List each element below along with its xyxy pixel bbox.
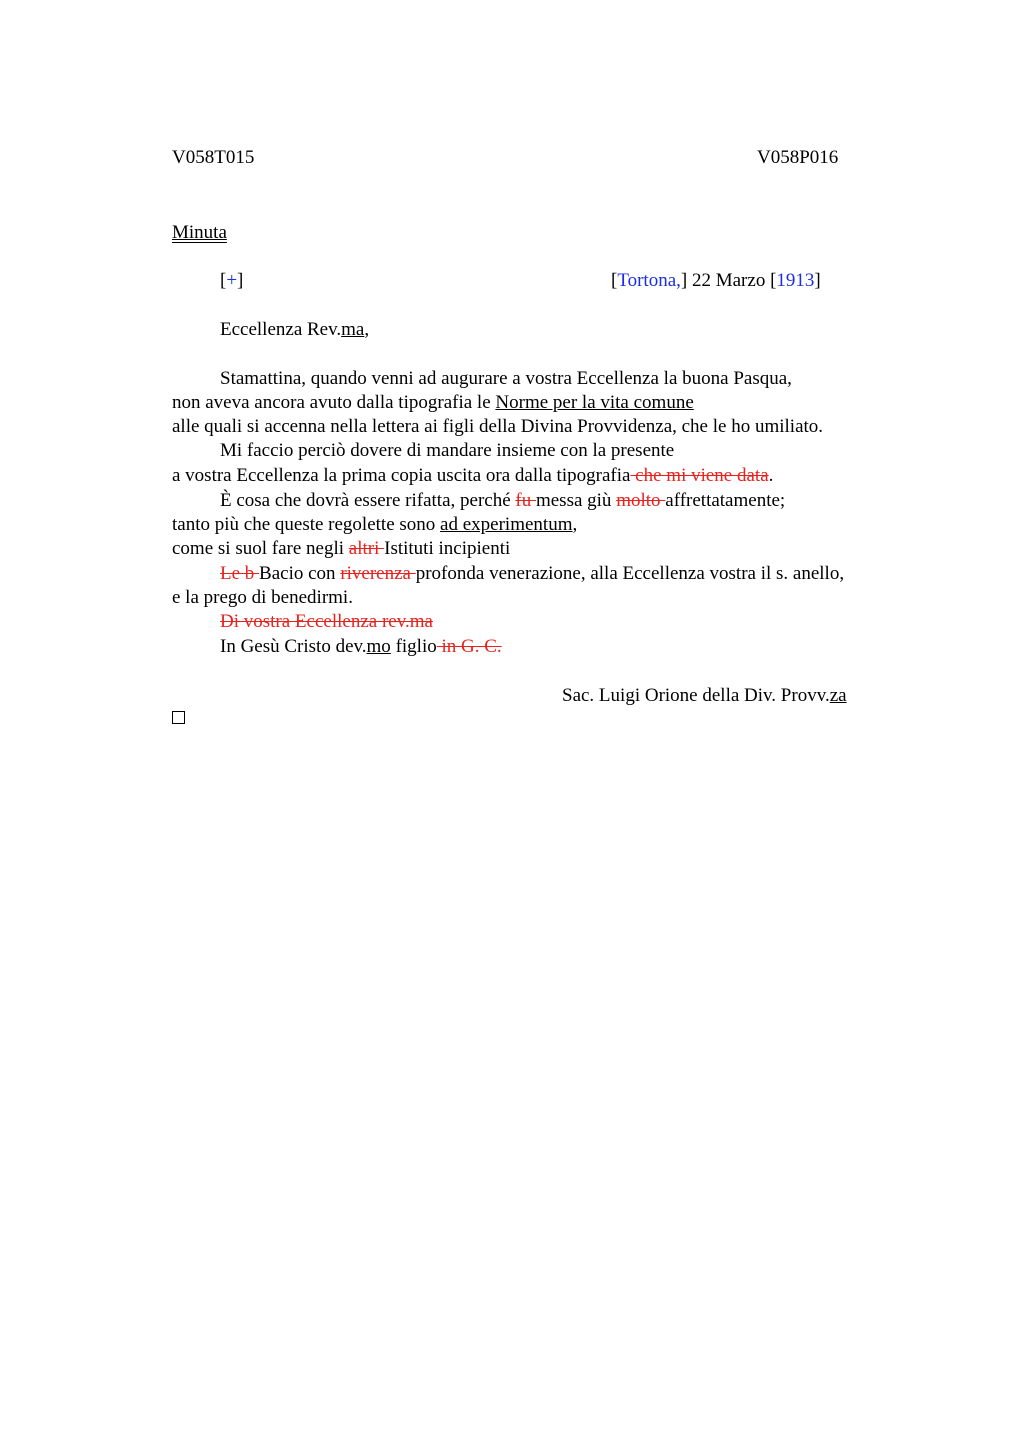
abbrev: mo [366, 636, 391, 657]
text: affrettatamente; [665, 490, 786, 511]
body-line-1: Stamattina, quando venni ad augurare a vostra Eccellenza la buona Pasqua, [220, 368, 792, 389]
bracket: [ [220, 270, 227, 291]
text: profonda venerazione, alla Eccellenza vostra il s. anello, [415, 563, 845, 584]
body-line-5 [172, 464, 773, 488]
salutation-comma: , [364, 319, 370, 340]
deleted-text: Le b [220, 563, 260, 584]
deleted-text: molto [616, 490, 666, 511]
deleted-text: in G. C. [436, 636, 502, 657]
text: come si suol fare negli [172, 538, 349, 559]
body-line-4: Mi faccio perciò dovere di mandare insieme con la presente [220, 440, 675, 461]
signature-text: Sac. Luigi Orione della Div. Provv. [562, 685, 830, 706]
body-line-10: e la prego di benedirmi. [172, 587, 353, 608]
cross-mark [220, 269, 243, 293]
body-line-7 [172, 513, 577, 537]
bracket: ] [680, 270, 688, 291]
deleted-text: altri [348, 538, 385, 559]
underlined-title: Norme per la vita comune [495, 392, 694, 413]
closing-line [220, 635, 502, 659]
deleted-text: che mi viene data [630, 465, 769, 486]
salutation-abbrev: ma [341, 319, 365, 340]
text: In Gesù Cristo dev. [220, 636, 367, 657]
bracket: [ [770, 270, 777, 291]
deleted-text: riverenza [340, 563, 416, 584]
body-line-6 [220, 489, 785, 513]
text: Bacio con [259, 563, 341, 584]
text: Istituti incipienti [384, 538, 511, 559]
salutation [220, 318, 369, 342]
bracket: ] [814, 270, 821, 291]
year: 1913 [776, 270, 815, 291]
text: a vostra Eccellenza la prima copia uscita ora dalla tipografia [172, 465, 631, 486]
body-line-8 [172, 537, 510, 561]
deleted-closing: Di vostra Eccellenza rev.ma [220, 611, 433, 632]
underlined-phrase: ad experimentum [440, 514, 573, 535]
body-line-2 [172, 391, 694, 415]
body-line-9 [220, 562, 844, 586]
text: tanto più che queste regolette sono [172, 514, 441, 535]
text: figlio [390, 636, 437, 657]
salutation-text: Eccellenza Rev. [220, 319, 342, 340]
text: messa giù [535, 490, 617, 511]
cross-symbol: + [226, 270, 238, 291]
document-label: Minuta [172, 222, 227, 243]
text: , [572, 514, 578, 535]
text: non aveva ancora avuto dalla tipografia le [172, 392, 496, 413]
text: È cosa che dovrà essere rifatta, perché [220, 490, 516, 511]
deleted-text: fu [515, 490, 536, 511]
place: Tortona, [617, 270, 681, 291]
bracket: [ [611, 270, 618, 291]
dateline [611, 269, 821, 293]
bracket: ] [237, 270, 244, 291]
body-line-3: alle quali si accenna nella lettera ai figli della Divina Provvidenza, che le ho umiliato. [172, 416, 824, 437]
date: 22 Marzo [687, 270, 771, 291]
signature-abbrev: za [829, 685, 847, 706]
checkbox-empty-icon [172, 711, 185, 724]
text: . [768, 465, 774, 486]
signature [562, 684, 847, 708]
header-left-code: V058T015 [172, 147, 255, 168]
header-right-code: V058P016 [757, 147, 839, 168]
